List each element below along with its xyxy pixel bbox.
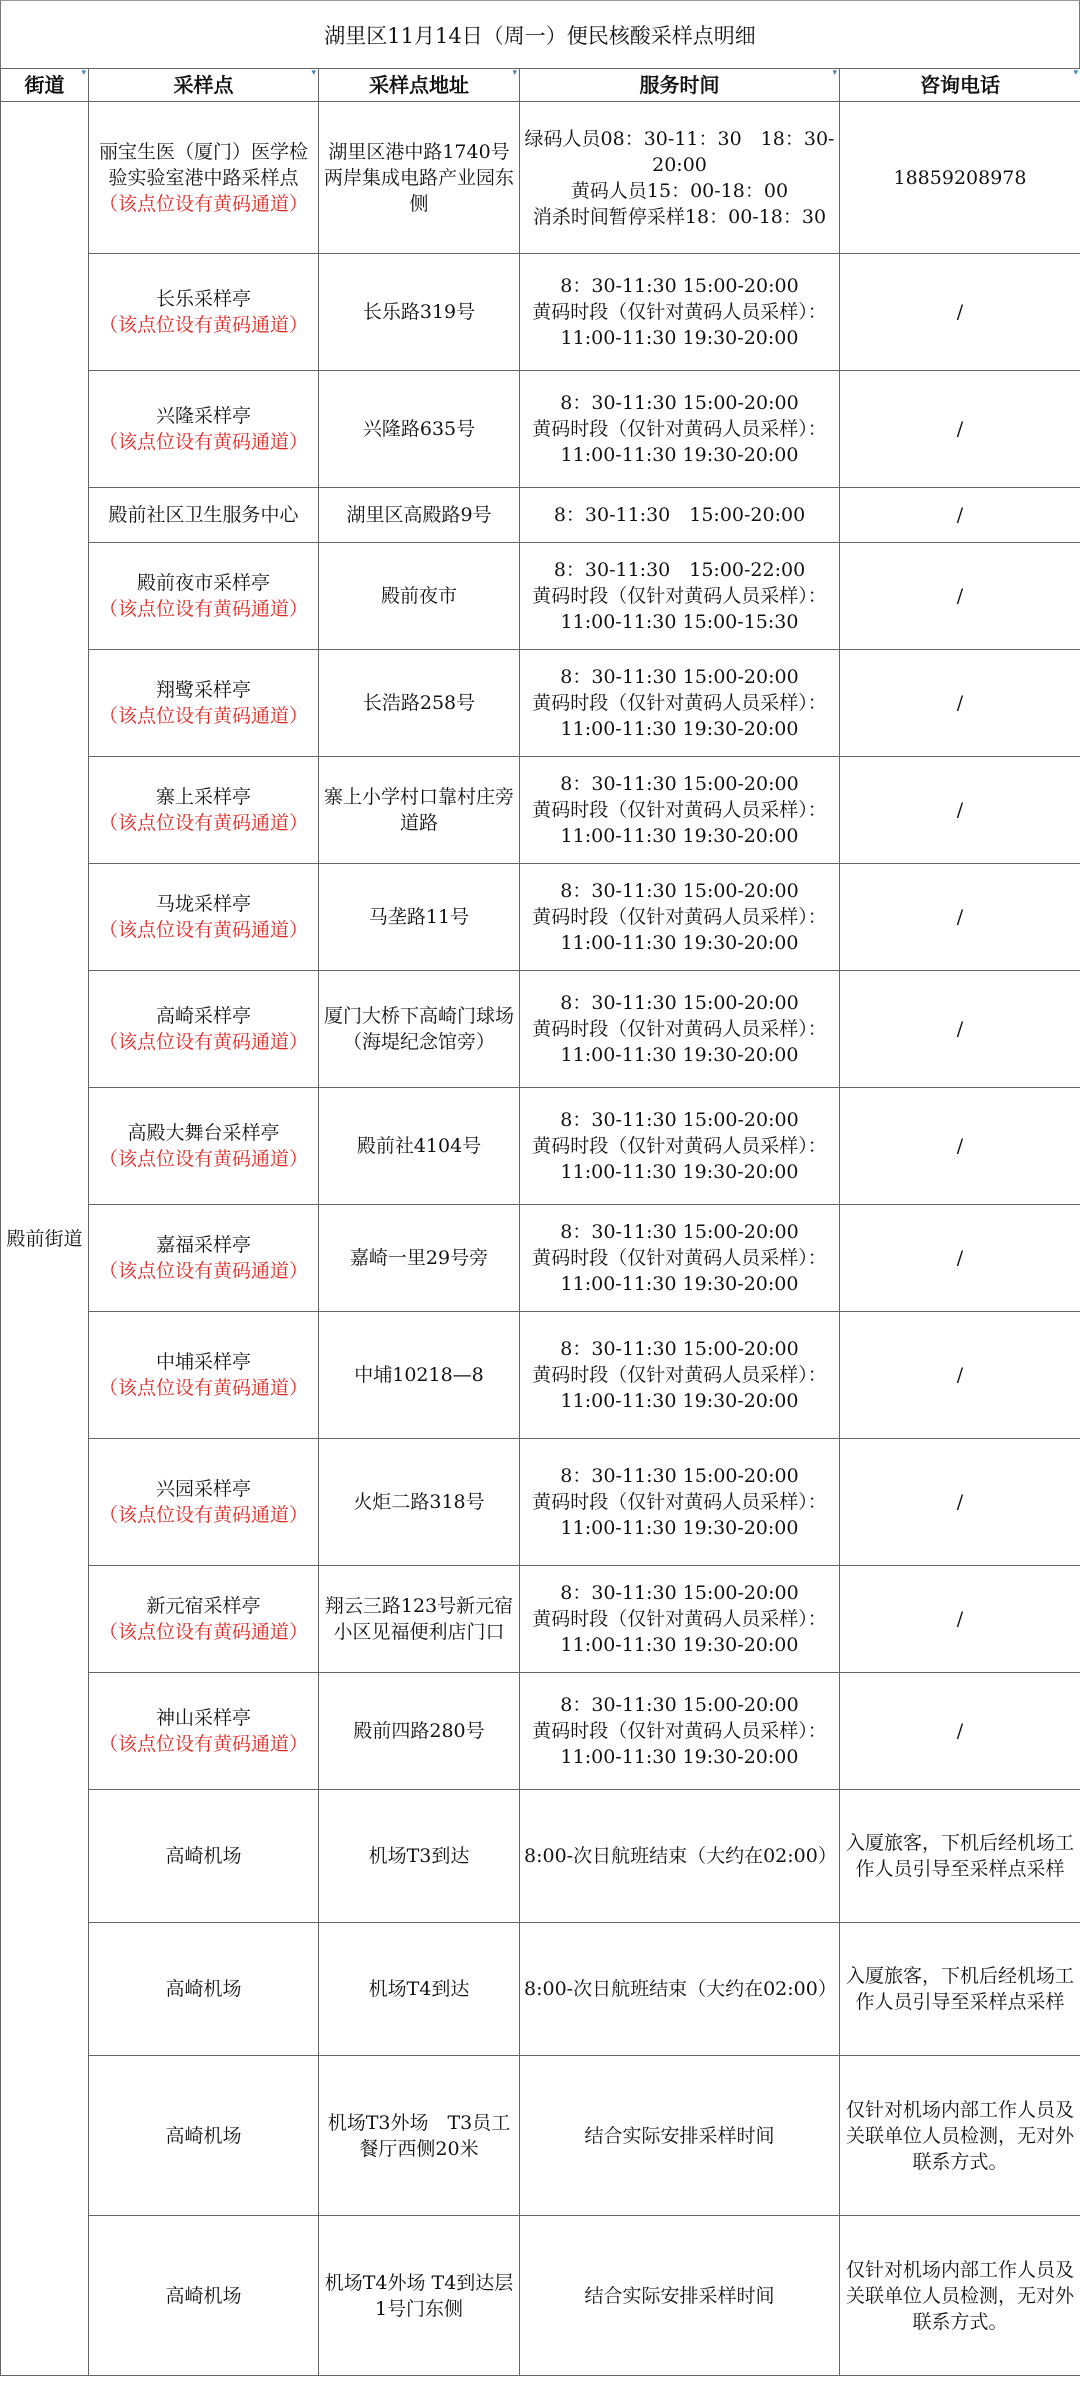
site-name: 殿前夜市采样亭 [136, 572, 270, 594]
table-row [1, 1312, 1080, 1439]
service-time-cell[interactable] [520, 650, 840, 757]
service-time-line: 11:00-11:30 19:30-20:00 [560, 1746, 799, 1768]
phone-cell[interactable]: 18859208978 [840, 102, 1080, 254]
site-name: 高崎机场 [165, 2284, 242, 2307]
service-time-line: 黄码时段（仅针对黄码人员采样）： [532, 418, 827, 440]
table-row [1, 1673, 1080, 1790]
site-name: 新元宿采样亭 [146, 1595, 261, 1617]
service-time-cell[interactable] [520, 543, 840, 650]
service-time-line: 8：30-11:30 15:00-20:00 [560, 880, 799, 902]
phone-cell[interactable]: / [840, 1439, 1080, 1566]
site-name-cell[interactable] [89, 1923, 319, 2056]
site-name-cell[interactable] [89, 543, 319, 650]
header-street[interactable]: 街道 ▾ [1, 69, 89, 102]
table-row [1, 864, 1080, 971]
site-name-cell[interactable] [89, 2056, 319, 2216]
service-time-line: 黄码时段（仅针对黄码人员采样）： [532, 1364, 827, 1386]
address-cell[interactable]: 殿前四路280号 [319, 1673, 520, 1790]
table-row [1, 650, 1080, 757]
dropdown-arrow-icon[interactable]: ▾ [311, 68, 316, 78]
dropdown-arrow-icon[interactable]: ▾ [81, 68, 86, 78]
yellow-code-note: （该点位设有黄码通道） [98, 192, 308, 215]
site-name: 殿前社区卫生服务中心 [108, 504, 299, 526]
site-name-cell[interactable] [89, 650, 319, 757]
address-cell[interactable]: 兴隆路635号 [319, 371, 520, 488]
address-cell[interactable]: 湖里区港中路1740号两岸集成电路产业园东侧 [319, 102, 520, 254]
address-cell[interactable]: 机场T4到达 [319, 1923, 520, 2056]
table-row [1, 1088, 1080, 1205]
site-name-cell[interactable] [89, 1088, 319, 1205]
table-row [1, 757, 1080, 864]
address-cell[interactable]: 厦门大桥下高崎门球场（海堤纪念馆旁） [319, 971, 520, 1088]
site-name-cell[interactable] [89, 2216, 319, 2376]
service-time-line: 8:00-次日航班结束（大约在02:00） [524, 1845, 837, 1867]
service-time-line: 8：30-11:30 15:00-20:00 [560, 992, 799, 1014]
service-time-line: 黄码人员15：00-18：00 [570, 179, 789, 202]
service-time-cell[interactable] [520, 371, 840, 488]
header-service-time[interactable]: 服务时间 ▾ [520, 69, 840, 102]
service-time-cell[interactable] [520, 864, 840, 971]
phone-cell[interactable]: / [840, 254, 1080, 371]
yellow-code-note: （该点位设有黄码通道） [98, 1377, 308, 1399]
service-time-line: 11:00-11:30 19:30-20:00 [560, 444, 799, 466]
service-time-cell[interactable] [520, 1923, 840, 2056]
service-time-line: 8：30-11:30 15:00-20:00 [560, 1694, 799, 1716]
site-name-cell[interactable] [89, 1673, 319, 1790]
header-address[interactable]: 采样点地址 ▾ [319, 69, 520, 102]
dropdown-arrow-icon[interactable]: ▾ [512, 68, 517, 78]
address-cell[interactable]: 翔云三路123号新元宿小区见福便利店门口 [319, 1566, 520, 1673]
service-time-line: 黄码时段（仅针对黄码人员采样）： [532, 906, 827, 928]
service-time-line: 黄码时段（仅针对黄码人员采样）： [532, 1608, 827, 1630]
site-name-cell[interactable] [89, 864, 319, 971]
address-cell[interactable]: 火炬二路318号 [319, 1439, 520, 1566]
table-row [1, 1923, 1080, 2056]
service-time-cell[interactable] [520, 1790, 840, 1923]
service-time-cell[interactable] [520, 1088, 840, 1205]
service-time-line: 黄码时段（仅针对黄码人员采样）： [532, 692, 827, 714]
yellow-code-note: （该点位设有黄码通道） [98, 1504, 308, 1526]
site-name: 马垅采样亭 [155, 893, 251, 915]
site-name: 神山采样亭 [155, 1707, 251, 1729]
sheet-title: 湖里区11月14日（周一）便民核酸采样点明细 [0, 0, 1080, 68]
table-row [1, 543, 1080, 650]
service-time-cell[interactable] [520, 488, 840, 543]
service-time-line: 11:00-11:30 19:30-20:00 [560, 1517, 799, 1539]
service-time-line: 黄码时段（仅针对黄码人员采样）： [532, 1491, 827, 1513]
dropdown-arrow-icon[interactable]: ▾ [832, 68, 837, 78]
yellow-code-note: （该点位设有黄码通道） [98, 1733, 308, 1755]
phone-cell[interactable]: / [840, 488, 1080, 543]
phone-cell[interactable]: / [840, 757, 1080, 864]
phone-cell[interactable]: / [840, 1566, 1080, 1673]
street-cell[interactable]: 殿前街道 [1, 102, 89, 2376]
phone-cell[interactable]: / [840, 1088, 1080, 1205]
service-time-line: 11:00-11:30 19:30-20:00 [560, 932, 799, 954]
table-row [1, 1790, 1080, 1923]
table-row [1, 102, 1080, 254]
service-time-line: 结合实际安排采样时间 [584, 2284, 775, 2307]
service-time-line: 8：30-11:30 15:00-20:00 [560, 1338, 799, 1360]
service-time-line: 绿码人员08：30-11：30 18：30-20:00 [524, 127, 835, 176]
site-name-cell[interactable] [89, 488, 319, 543]
service-time-line: 黄码时段（仅针对黄码人员采样）： [532, 1018, 827, 1040]
service-time-line: 8：30-11:30 15:00-20:00 [560, 1221, 799, 1243]
site-name: 高崎采样亭 [155, 1005, 251, 1027]
service-time-line: 11:00-11:30 19:30-20:00 [560, 1044, 799, 1066]
service-time-cell[interactable] [520, 1439, 840, 1566]
phone-cell[interactable]: 仅针对机场内部工作人员及关联单位人员检测，无对外联系方式。 [840, 2216, 1080, 2376]
site-name-cell[interactable] [89, 371, 319, 488]
service-time-line: 8：30-11:30 15:00-20:00 [560, 1465, 799, 1487]
phone-cell[interactable]: 入厦旅客，下机后经机场工作人员引导至采样点采样 [840, 1790, 1080, 1923]
table-row [1, 1566, 1080, 1673]
service-time-line: 11:00-11:30 19:30-20:00 [560, 825, 799, 847]
table-row [1, 971, 1080, 1088]
phone-cell[interactable]: 仅针对机场内部工作人员及关联单位人员检测，无对外联系方式。 [840, 2056, 1080, 2216]
site-name-cell[interactable] [89, 102, 319, 254]
service-time-line: 8：30-11:30 15:00-22:00 [553, 559, 806, 581]
site-name-cell[interactable] [89, 757, 319, 864]
service-time-line: 黄码时段（仅针对黄码人员采样）： [532, 799, 827, 821]
service-time-line: 结合实际安排采样时间 [584, 2124, 775, 2147]
service-time-line: 11:00-11:30 15:00-15:30 [560, 611, 799, 633]
service-time-line: 8：30-11:30 15:00-20:00 [560, 666, 799, 688]
yellow-code-note: （该点位设有黄码通道） [98, 1260, 308, 1282]
phone-cell[interactable]: / [840, 1673, 1080, 1790]
service-time-line: 11:00-11:30 19:30-20:00 [560, 1390, 799, 1412]
service-time-cell[interactable] [520, 1312, 840, 1439]
table-row [1, 2216, 1080, 2376]
site-name: 嘉福采样亭 [155, 1234, 251, 1256]
yellow-code-note: （该点位设有黄码通道） [98, 1148, 308, 1170]
table-row [1, 1205, 1080, 1312]
table-row [1, 254, 1080, 371]
service-time-line: 8：30-11:30 15:00-20:00 [560, 275, 799, 297]
service-time-line: 8:00-次日航班结束（大约在02:00） [524, 1978, 837, 2000]
header-site[interactable]: 采样点 ▾ [89, 69, 319, 102]
header-row [1, 69, 1080, 102]
address-cell[interactable]: 殿前社4104号 [319, 1088, 520, 1205]
site-name-cell[interactable] [89, 1312, 319, 1439]
service-time-line: 11:00-11:30 19:30-20:00 [560, 718, 799, 740]
yellow-code-note: （该点位设有黄码通道） [98, 812, 308, 834]
service-time-line: 11:00-11:30 19:30-20:00 [560, 1273, 799, 1295]
service-time-cell[interactable] [520, 1566, 840, 1673]
service-time-cell[interactable] [520, 1205, 840, 1312]
phone-cell[interactable]: / [840, 371, 1080, 488]
site-name-cell[interactable] [89, 1205, 319, 1312]
service-time-line: 8：30-11:30 15:00-20:00 [560, 392, 799, 414]
phone-cell[interactable]: / [840, 971, 1080, 1088]
table-row [1, 371, 1080, 488]
table-row [1, 2056, 1080, 2216]
service-time-line: 黄码时段（仅针对黄码人员采样）： [532, 301, 827, 323]
yellow-code-note: （该点位设有黄码通道） [98, 598, 308, 620]
service-time-cell[interactable] [520, 757, 840, 864]
site-name: 翔鹭采样亭 [155, 679, 251, 701]
address-cell[interactable]: 嘉崎一里29号旁 [319, 1205, 520, 1312]
service-time-line: 8：30-11:30 15:00-20:00 [553, 504, 806, 526]
phone-cell[interactable]: / [840, 650, 1080, 757]
yellow-code-note: （该点位设有黄码通道） [98, 314, 308, 336]
site-name: 高殿大舞台采样亭 [127, 1122, 280, 1144]
service-time-line: 8：30-11:30 15:00-20:00 [560, 773, 799, 795]
address-cell[interactable]: 寨上小学村口靠村庄旁道路 [319, 757, 520, 864]
service-time-line: 黄码时段（仅针对黄码人员采样）： [532, 1720, 827, 1742]
service-time-cell[interactable] [520, 971, 840, 1088]
service-time-cell[interactable] [520, 254, 840, 371]
site-name: 兴隆采样亭 [155, 405, 251, 427]
service-time-line: 8：30-11:30 15:00-20:00 [560, 1109, 799, 1131]
site-name: 寨上采样亭 [155, 786, 251, 808]
site-name: 高崎机场 [165, 1978, 242, 2000]
site-name-cell[interactable] [89, 971, 319, 1088]
table-row [1, 488, 1080, 543]
service-time-cell[interactable] [520, 2056, 840, 2216]
address-cell[interactable]: 马垄路11号 [319, 864, 520, 971]
address-cell[interactable]: 湖里区高殿路9号 [319, 488, 520, 543]
service-time-line: 11:00-11:30 19:30-20:00 [560, 327, 799, 349]
address-cell[interactable]: 长乐路319号 [319, 254, 520, 371]
dropdown-arrow-icon[interactable]: ▾ [1073, 68, 1078, 78]
site-name-cell[interactable] [89, 1566, 319, 1673]
address-cell[interactable]: 机场T3外场 T3员工餐厅西侧20米 [319, 2056, 520, 2216]
table-row [1, 1439, 1080, 1566]
address-cell[interactable]: 机场T3到达 [319, 1790, 520, 1923]
yellow-code-note: （该点位设有黄码通道） [98, 431, 308, 453]
address-cell[interactable]: 长浩路258号 [319, 650, 520, 757]
service-time-line: 消杀时间暂停采样18：00-18：30 [532, 205, 827, 228]
phone-cell[interactable]: / [840, 543, 1080, 650]
service-time-line: 黄码时段（仅针对黄码人员采样）： [532, 1247, 827, 1269]
address-cell[interactable]: 中埔10218—8 [319, 1312, 520, 1439]
site-name: 高崎机场 [165, 1845, 242, 1867]
yellow-code-note: （该点位设有黄码通道） [98, 1031, 308, 1053]
service-time-line: 8：30-11:30 15:00-20:00 [560, 1582, 799, 1604]
yellow-code-note: （该点位设有黄码通道） [98, 1621, 308, 1643]
phone-cell[interactable]: / [840, 864, 1080, 971]
service-time-cell[interactable] [520, 2216, 840, 2376]
site-name-cell[interactable] [89, 1439, 319, 1566]
site-name: 高崎机场 [165, 2124, 242, 2147]
phone-cell[interactable]: / [840, 1312, 1080, 1439]
service-time-cell[interactable] [520, 1673, 840, 1790]
service-time-line: 黄码时段（仅针对黄码人员采样）： [532, 1135, 827, 1157]
service-time-line: 11:00-11:30 19:30-20:00 [560, 1634, 799, 1656]
phone-cell[interactable]: / [840, 1205, 1080, 1312]
header-phone[interactable]: 咨询电话 ▾ [840, 69, 1080, 102]
service-time-cell[interactable] [520, 102, 840, 254]
yellow-code-note: （该点位设有黄码通道） [98, 705, 308, 727]
phone-cell[interactable]: 入厦旅客，下机后经机场工作人员引导至采样点采样 [840, 1923, 1080, 2056]
service-time-line: 黄码时段（仅针对黄码人员采样）： [532, 585, 827, 607]
site-name-cell[interactable] [89, 1790, 319, 1923]
site-name: 长乐采样亭 [155, 288, 251, 310]
sampling-sites-table [0, 68, 1080, 2376]
site-name: 丽宝生医（厦门）医学检验实验室港中路采样点 [98, 140, 308, 189]
service-time-line: 11:00-11:30 19:30-20:00 [560, 1161, 799, 1183]
yellow-code-note: （该点位设有黄码通道） [98, 919, 308, 941]
site-name: 兴园采样亭 [155, 1478, 251, 1500]
site-name: 中埔采样亭 [155, 1351, 251, 1373]
address-cell[interactable]: 殿前夜市 [319, 543, 520, 650]
site-name-cell[interactable] [89, 254, 319, 371]
address-cell[interactable]: 机场T4外场 T4到达层1号门东侧 [319, 2216, 520, 2376]
